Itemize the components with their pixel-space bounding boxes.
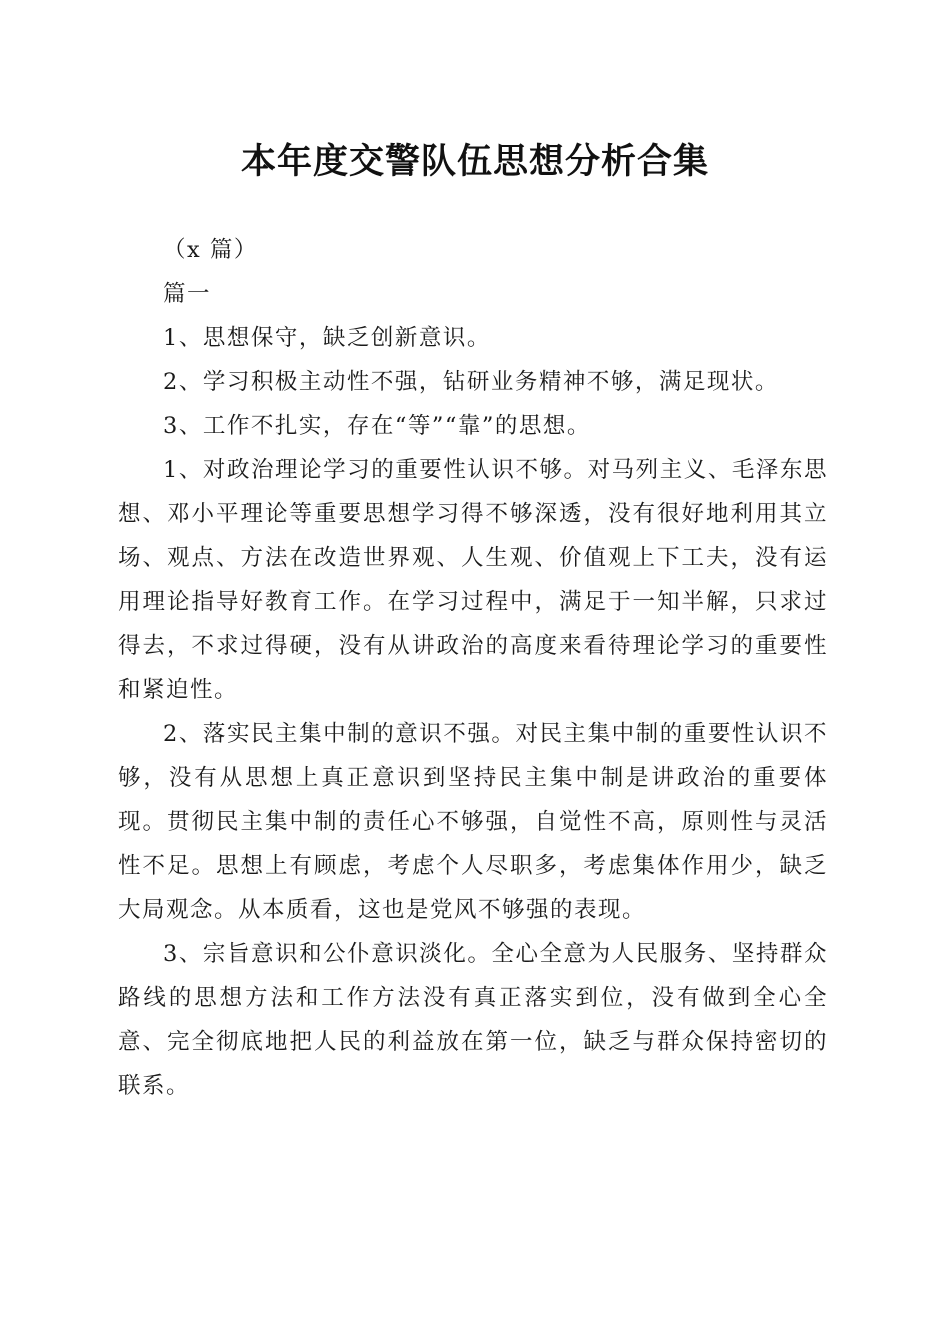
document-title: 本年度交警队伍思想分析合集 — [240, 141, 709, 182]
section-heading: 篇一 — [163, 281, 212, 307]
paragraph: 3、宗旨意识和公仆意识淡化。全心全意为人民服务、坚持群众路线的思想方法和工作方法没有真正落实到位，没有做到全心全意、完全彻底地把人民的利益放在第一位，缺乏与群众保持密切的联系。 — [118, 941, 828, 1099]
paragraph-count-note: （x 篇） — [163, 237, 258, 263]
document-body — [118, 228, 828, 1108]
paragraph: 1、思想保守，缺乏创新意识。 — [163, 325, 491, 351]
paragraph: 3、工作不扎实，存在“等”“靠”的思想。 — [163, 413, 591, 439]
paragraph: 2、落实民主集中制的意识不强。对民主集中制的重要性认识不够，没有从思想上真正意识到坚持民主集中制是讲政治的重要体现。贯彻民主集中制的责任心不够强，自觉性不高，原则性与灵活性不足。思想上有顾虑，考虑个人尽职多，考虑集体作用少，缺乏大局观念。从本质看，这也是党风不够强的表现。 — [118, 721, 828, 923]
paragraph: 2、学习积极主动性不强，钻研业务精神不够，满足现状。 — [163, 369, 779, 395]
paragraph: 1、对政治理论学习的重要性认识不够。对马列主义、毛泽东思想、邓小平理论等重要思想学习得不够深透，没有很好地利用其立场、观点、方法在改造世界观、人生观、价值观上下工夫，没有运用理论指导好教育工作。在学习过程中，满足于一知半解，只求过得去，不求过得硬，没有从讲政治的高度来看待理论学习的重要性和紧迫性。 — [118, 457, 828, 703]
